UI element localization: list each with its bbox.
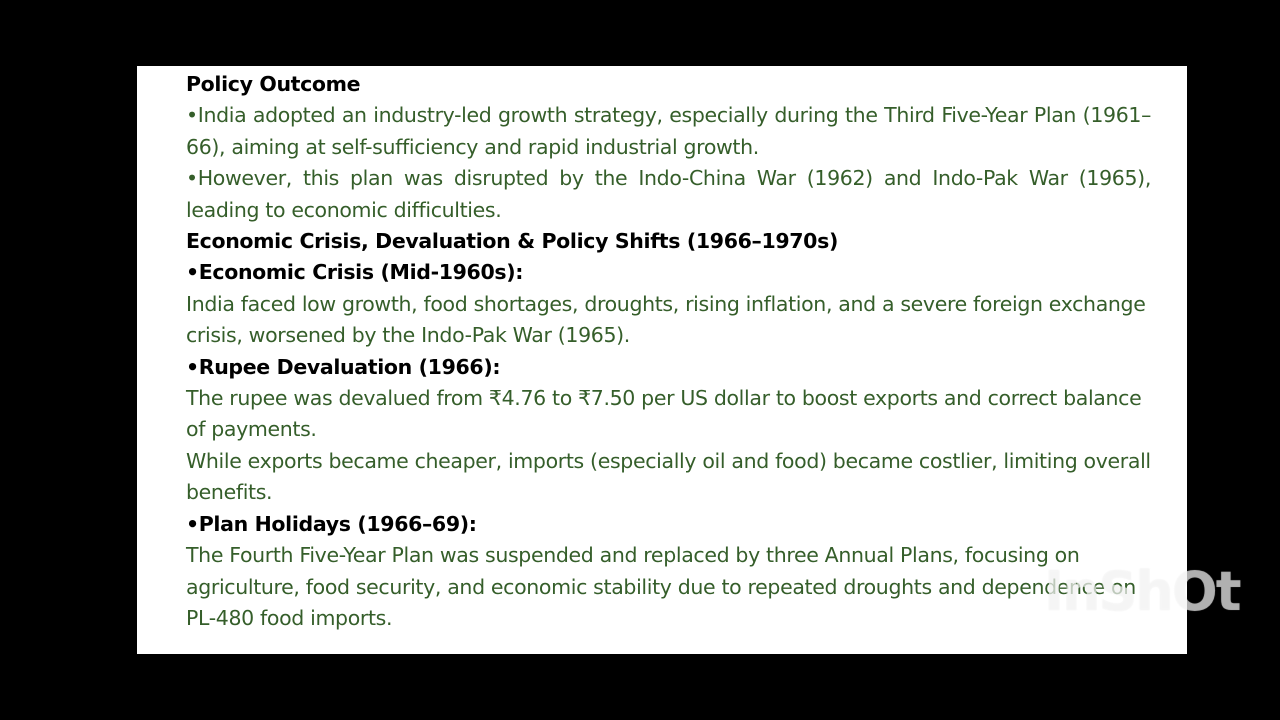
rupee-devaluation-subheading: •Rupee Devaluation (1966): [186, 354, 501, 379]
exports-imports-paragraph: While exports became cheaper, imports (especially oil and food) became costlier, limiting overall benefits. [186, 448, 1151, 505]
slide-content [186, 69, 1151, 634]
slide [137, 66, 1187, 654]
economic-crisis-subheading: •Economic Crisis (Mid-1960s): [186, 260, 524, 285]
economic-crisis-paragraph: India faced low growth, food shortages, droughts, rising inflation, and a severe foreign exchange crisis, worsened by the Indo-Pak War (1965). [186, 291, 1146, 348]
inshot-watermark: InShOt [1044, 560, 1240, 623]
rupee-devaluation-paragraph: The rupee was devalued from ₹4.76 to ₹7.50 per US dollar to boost exports and correct balance of payments. [186, 386, 1142, 442]
industry-led-growth-paragraph: •India adopted an industry-led growth strategy, especially during the Third Five-Year Plan (1961–66), aiming at self-sufficiency and rapid industrial growth. [186, 103, 1151, 159]
policy-outcome-heading: Policy Outcome [186, 72, 361, 96]
economic-crisis-section-heading: Economic Crisis, Devaluation & Policy Shifts (1966–1970s) [186, 229, 838, 254]
plan-holidays-paragraph: The Fourth Five-Year Plan was suspended and replaced by three Annual Plans, focusing on agriculture, food security, and economic stability due to repeated droughts and dependence on PL-480 food imports. [186, 543, 1136, 630]
plan-disrupted-paragraph: •However, this plan was disrupted by the Indo-China War (1962) and Indo-Pak War (1965), leading to economic difficulties. [186, 166, 1151, 222]
plan-holidays-subheading: •Plan Holidays (1966–69): [186, 511, 477, 536]
